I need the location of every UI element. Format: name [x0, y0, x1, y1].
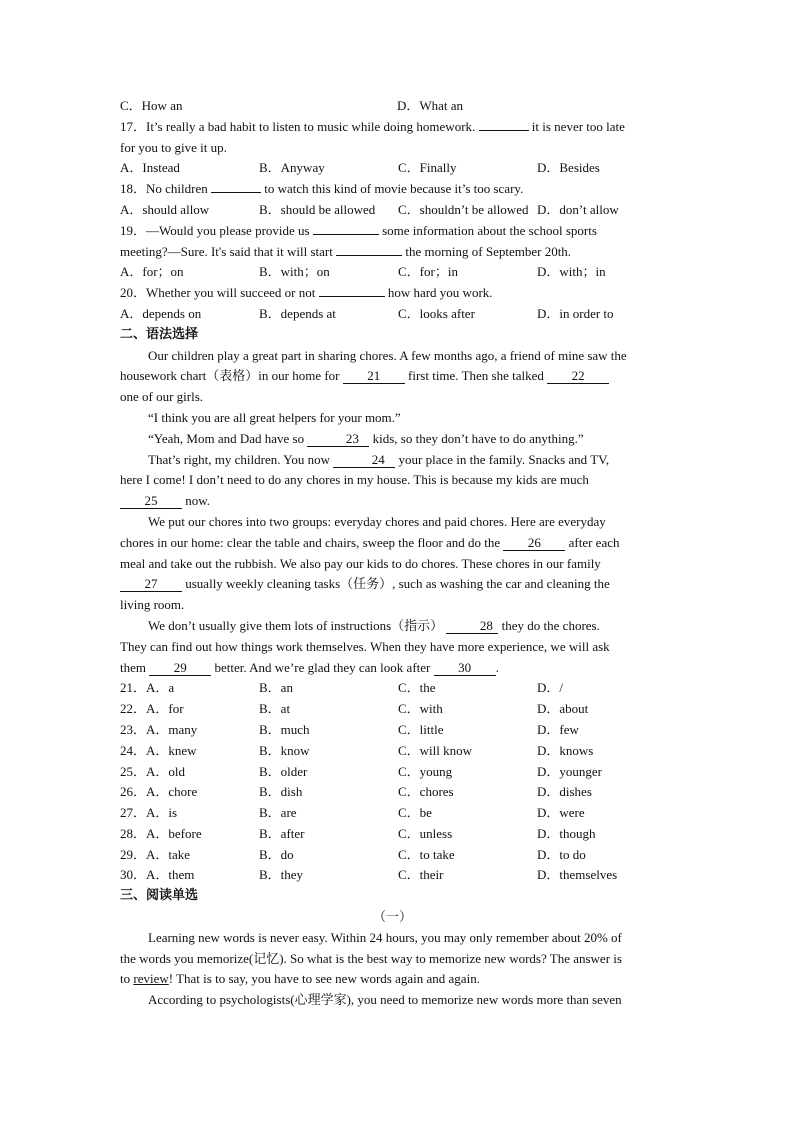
option-b[interactable]: B．they: [259, 867, 304, 883]
q19-stem: 19．—Would you please provide us some information about the school sports: [120, 222, 597, 238]
option-c: C．shouldn’t be allowed: [398, 201, 529, 217]
option-a[interactable]: 24．A．knew: [120, 742, 197, 758]
q18-options: [120, 200, 665, 221]
option-d[interactable]: D．themselves: [537, 867, 618, 883]
option-d[interactable]: D．knows: [537, 742, 594, 758]
q17-options: [120, 158, 665, 179]
answer-blank[interactable]: [319, 296, 385, 297]
reading-part-label: （一）: [372, 909, 412, 925]
option-c[interactable]: C．with: [398, 701, 443, 717]
option-a[interactable]: 21．A．a: [120, 680, 175, 696]
option-c[interactable]: C．will know: [398, 742, 473, 758]
option-c[interactable]: C．be: [398, 805, 432, 821]
passage-line: We put our chores into two groups: everyday chores and paid chores. Here are everyday: [148, 513, 606, 529]
option-a[interactable]: 29．A．take: [120, 846, 191, 862]
answer-options-list: [120, 678, 665, 886]
option-d: D．in order to: [537, 305, 614, 321]
option-b: B．depends at: [259, 305, 336, 321]
option-b[interactable]: B．are: [259, 805, 297, 821]
option-a[interactable]: 26．A．chore: [120, 784, 198, 800]
passage-line: living room.: [120, 597, 185, 613]
passage-line: meal and take out the rubbish. We also pay our kids to do chores. These chores in our family: [120, 555, 601, 571]
option-a[interactable]: 27．A．is: [120, 805, 178, 821]
option-b[interactable]: B．an: [259, 680, 293, 696]
option-d[interactable]: D．/: [537, 680, 564, 696]
option-d[interactable]: D．younger: [537, 763, 602, 779]
q19-stem-cont: meeting?—Sure. It's said that it will start the morning of September 20th.: [120, 243, 572, 259]
option-b[interactable]: B．at: [259, 701, 291, 717]
answer-option-row: [120, 741, 665, 762]
option-c[interactable]: C．young: [398, 763, 453, 779]
blank-22[interactable]: 22: [547, 368, 609, 384]
answer-blank[interactable]: [313, 234, 379, 235]
answer-blank[interactable]: [336, 255, 402, 256]
blank-21[interactable]: 21: [343, 368, 405, 384]
option-a[interactable]: 28．A．before: [120, 825, 202, 841]
reading-line: to review! That is to say, you have to see new words again and again.: [120, 971, 480, 987]
reading-line: the words you memorize(记忆). So what is the best way to memorize new words? The answer is: [120, 950, 622, 966]
blank-26[interactable]: 26: [503, 535, 565, 551]
option-a[interactable]: 22．A．for: [120, 701, 184, 717]
option-d: D．with；in: [537, 264, 606, 280]
answer-blank[interactable]: [211, 192, 261, 193]
option-a[interactable]: 23．A．many: [120, 721, 198, 737]
passage-line: chores in our home: clear the table and chairs, sweep the floor and do the 26 after each: [120, 534, 620, 550]
option-c[interactable]: C．to take: [398, 846, 455, 862]
passage-line: housework chart（表格）in our home for 21 first time. Then she talked 22: [120, 366, 665, 387]
passage-line: 27 usually weekly cleaning tasks（任务）, such as washing the car and cleaning the: [120, 574, 665, 595]
option-c[interactable]: C．their: [398, 867, 444, 883]
answer-option-row: [120, 824, 665, 845]
reading-line: Learning new words is never easy. Within 24 hours, you may only remember about 20% of: [148, 929, 622, 945]
option-b: B．Anyway: [259, 160, 325, 176]
answer-option-row: [120, 803, 665, 824]
answer-option-row: [120, 699, 665, 720]
option-d[interactable]: D．about: [537, 701, 589, 717]
passage-line: “Yeah, Mom and Dad have so 23 kids, so they don’t have to do anything.”: [148, 430, 584, 446]
option-c: C．for；in: [398, 264, 458, 280]
q19-options: [120, 262, 665, 283]
answer-option-row: [120, 762, 665, 783]
passage-line: 25 now.: [120, 491, 665, 512]
option-d: D．What an: [397, 98, 464, 113]
option-c: C．Finally: [398, 160, 457, 176]
option-b: B．should be allowed: [259, 201, 376, 217]
q20-stem: 20．Whether you will succeed or not how hard you work.: [120, 285, 493, 301]
passage-line: They can find out how things work themselves. When they have more experience, we will ask: [120, 638, 610, 654]
option-c[interactable]: C．chores: [398, 784, 454, 800]
option-b[interactable]: B．much: [259, 721, 310, 737]
answer-option-row: [120, 845, 665, 866]
passage-line: one of our girls.: [120, 389, 204, 405]
review-word: review: [133, 971, 169, 987]
option-d[interactable]: D．dishes: [537, 784, 592, 800]
option-c: C．looks after: [398, 305, 475, 321]
option-d[interactable]: D．few: [537, 721, 579, 737]
passage-line: That’s right, my children. You now 24 your place in the family. Snacks and TV,: [148, 451, 610, 467]
q20-options: [120, 304, 665, 325]
option-c[interactable]: C．unless: [398, 825, 453, 841]
q17-stem-cont: for you to give it up.: [120, 139, 227, 155]
answer-option-row: [120, 678, 665, 699]
option-d: D．Besides: [537, 160, 600, 176]
q17-stem: 17．It’s really a bad habit to listen to music while doing homework. it is never too late: [120, 118, 625, 134]
option-d[interactable]: D．to do: [537, 846, 586, 862]
answer-blank[interactable]: [479, 130, 529, 131]
blank-28[interactable]: 28: [446, 618, 498, 634]
blank-23[interactable]: 23: [307, 431, 369, 447]
blank-29[interactable]: 29: [149, 660, 211, 676]
answer-option-row: [120, 720, 665, 741]
option-a: A．for；on: [120, 264, 184, 280]
option-b[interactable]: B．know: [259, 742, 310, 758]
option-b[interactable]: B．do: [259, 846, 294, 862]
option-a[interactable]: 25．A．old: [120, 763, 186, 779]
option-b[interactable]: B．older: [259, 763, 308, 779]
option-b[interactable]: B．after: [259, 825, 305, 841]
q16-options: [120, 96, 665, 117]
option-b[interactable]: B．dish: [259, 784, 303, 800]
blank-27[interactable]: 27: [120, 576, 182, 592]
section-2-title: 二、语法选择: [120, 326, 199, 342]
blank-30[interactable]: 30: [434, 660, 496, 676]
option-a[interactable]: 30．A．them: [120, 867, 195, 883]
option-c: C．How an: [120, 98, 183, 113]
option-a: A．depends on: [120, 305, 202, 321]
passage-line: them 29 better. And we’re glad they can look after 30 .: [120, 659, 499, 675]
option-c[interactable]: C．the: [398, 680, 436, 696]
blank-24[interactable]: 24: [333, 452, 395, 468]
passage-line: We don’t usually give them lots of instructions（指示） 28 they do the chores.: [148, 617, 600, 633]
option-a: A．should allow: [120, 201, 210, 217]
section-3-title: 三、阅读单选: [120, 888, 199, 904]
passage-line: “I think you are all great helpers for your mom.”: [148, 409, 401, 425]
answer-option-row: [120, 865, 665, 886]
blank-25[interactable]: 25: [120, 493, 182, 509]
option-d[interactable]: D．though: [537, 825, 596, 841]
passage-line: here I come! I don’t need to do any chores in my house. This is because my kids are much: [120, 472, 589, 488]
option-d[interactable]: D．were: [537, 805, 585, 821]
exam-page: [120, 96, 665, 1011]
q18-stem: 18．No children to watch this kind of movie because it’s too scary.: [120, 181, 524, 197]
passage-line: Our children play a great part in sharing chores. A few months ago, a friend of mine saw the: [148, 347, 627, 363]
option-a: A．Instead: [120, 160, 180, 176]
option-d: D．don’t allow: [537, 201, 619, 217]
option-c[interactable]: C．little: [398, 721, 444, 737]
reading-line: According to psychologists(心理学家), you need to memorize new words more than seven: [148, 992, 622, 1008]
option-b: B．with；on: [259, 264, 330, 280]
answer-option-row: [120, 782, 665, 803]
